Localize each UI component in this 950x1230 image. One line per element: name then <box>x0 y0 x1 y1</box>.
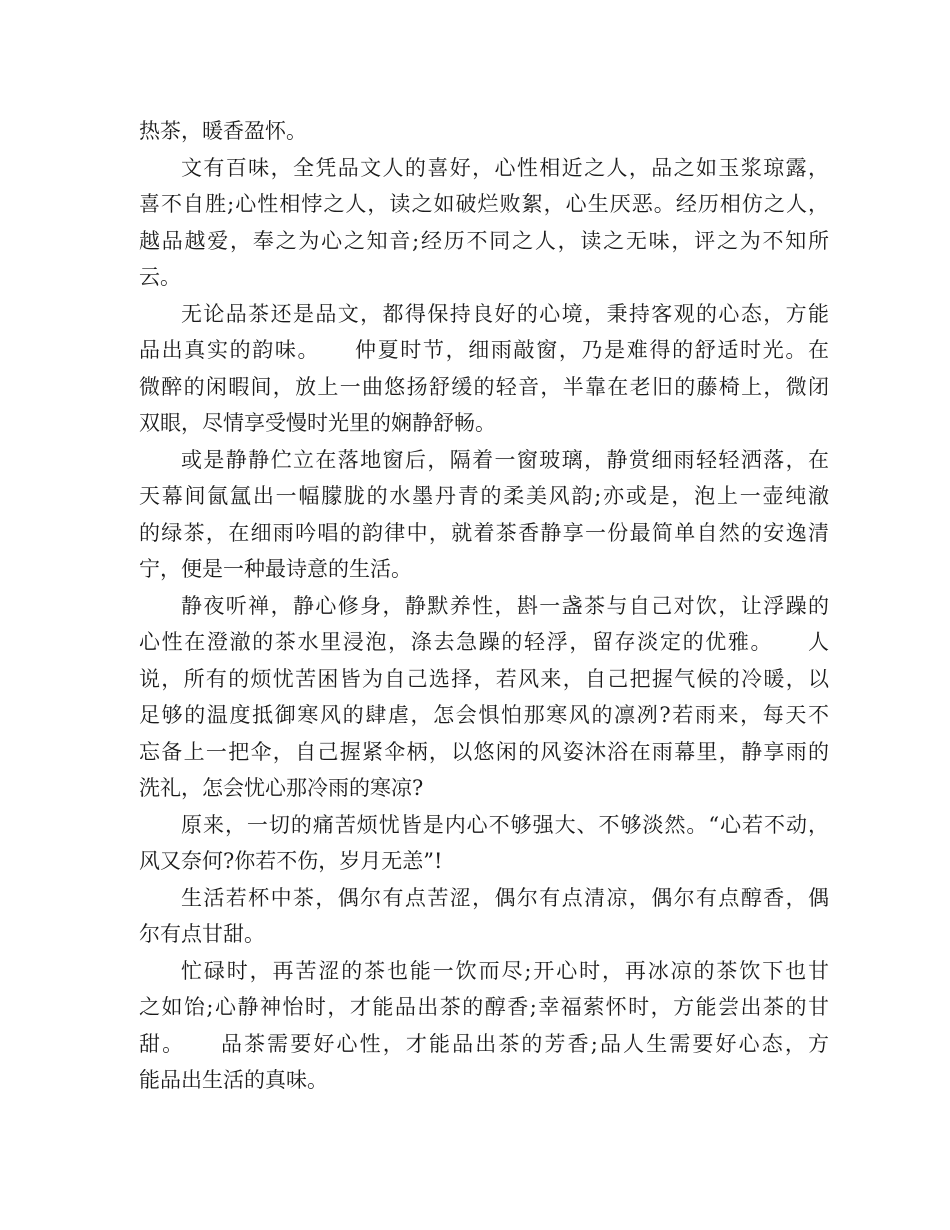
paragraph-start-line: 生活若杯中茶，偶尔有点苦涩，偶尔有点清凉，偶尔有点醇香，偶 <box>181 885 829 910</box>
text-line: 甜。 品茶需要好心性，才能品出茶的芳香;品人生需要好心态，方 <box>139 1031 829 1056</box>
paragraph-start-line: 无论品茶还是品文，都得保持良好的心境，秉持客观的心态，方能 <box>181 301 829 326</box>
text-line: 品出真实的韵味。 仲夏时节，细雨敲窗，乃是难得的舒适时光。在 <box>139 338 829 362</box>
paragraph-start-line: 文有百味，全凭品文人的喜好，心性相近之人，品之如玉浆琼露， <box>181 155 829 180</box>
text-line: 心性在澄澈的茶水里浸泡，涤去急躁的轻浮，留存淡定的优雅。 人 <box>139 630 829 654</box>
text-line: 宁，便是一种最诗意的生活。 <box>139 557 412 581</box>
text-line: 能品出生活的真味。 <box>139 1068 328 1092</box>
text-line: 的绿茶，在细雨吟唱的韵律中，就着茶香静享一份最简单自然的安逸清 <box>139 520 829 545</box>
text-line: 越品越爱，奉之为心之知音;经历不同之人，读之无味，评之为不知所 <box>139 228 829 253</box>
text-line: 喜不自胜;心性相悖之人，读之如破烂败絮，心生厌恶。经历相仿之人， <box>139 192 829 216</box>
text-line: 洗礼，怎会忧心那冷雨的寒凉? <box>139 776 424 800</box>
paragraph-start-line: 或是静静伫立在落地窗后，隔着一窗玻璃，静赏细雨轻轻洒落，在 <box>181 447 829 472</box>
paragraph-start-line: 原来，一切的痛苦烦忧皆是内心不够强大、不够淡然。“心若不动， <box>181 812 829 837</box>
text-line: 微醉的闲暇间，放上一曲悠扬舒缓的轻音，半靠在老旧的藤椅上，微闭 <box>139 374 829 399</box>
text-line: 之如饴;心静神怡时，才能品出茶的醇香;幸福萦怀时，方能尝出茶的甘 <box>139 995 829 1019</box>
paragraph-start-line: 忙碌时，再苦涩的茶也能一饮而尽;开心时，再冰凉的茶饮下也甘 <box>181 958 829 983</box>
text-line: 热茶，暖香盈怀。 <box>139 119 307 143</box>
text-line: 双眼，尽情享受慢时光里的娴静舒畅。 <box>139 411 496 435</box>
paragraph-start-line: 静夜听禅，静心修身，静默养性，斟一盏茶与自己对饮，让浮躁的 <box>181 593 829 618</box>
text-line: 足够的温度抵御寒风的肆虐，怎会惧怕那寒风的凛冽?若雨来，每天不 <box>139 703 829 727</box>
text-line: 忘备上一把伞，自己握紧伞柄，以悠闲的风姿沐浴在雨幕里，静享雨的 <box>139 739 829 764</box>
text-line: 云。 <box>139 265 181 289</box>
text-line: 风又奈何?你若不伤，岁月无恙”! <box>139 849 443 873</box>
document-body <box>139 113 829 1099</box>
text-line: 尔有点甘甜。 <box>139 922 265 946</box>
text-line: 说，所有的烦忧苦困皆为自己选择，若风来，自己把握气候的冷暖，以 <box>139 666 829 691</box>
text-line: 天幕间氤氲出一幅朦胧的水墨丹青的柔美风韵;亦或是，泡上一壶纯澈 <box>139 484 829 508</box>
